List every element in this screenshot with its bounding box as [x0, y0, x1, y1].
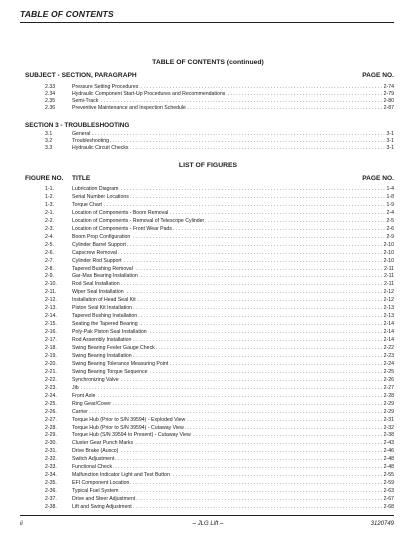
- figure-entry: [45, 488, 394, 495]
- figure-entry-title-leader: [72, 464, 394, 471]
- toc-entry-number: 2.33: [45, 84, 56, 90]
- figure-entry-title: Swing Bearing Feeler Gauge Check: [72, 345, 155, 351]
- toc-entry-title: Hydraulic Circuit Checks: [72, 145, 129, 151]
- figure-entry-page: 2-67: [383, 496, 394, 503]
- figure-entry-title-leader: [72, 448, 394, 455]
- figure-entry-title: Malfunction Indicator Light and Test Button: [72, 472, 170, 479]
- figure-entry-title-leader: [72, 345, 394, 352]
- toc-entry-title: Hydraulic Component Start-Up Procedures and Recommendations: [72, 91, 226, 97]
- figure-entry-page: 2-11: [384, 281, 394, 288]
- figure-entry-title: Front Axle: [72, 392, 96, 399]
- toc-entry: [45, 131, 394, 138]
- figure-entry-title-leader: [72, 226, 394, 233]
- figure-entry-page: 2-13: [383, 305, 394, 312]
- figure-entry-title-leader: [72, 472, 394, 479]
- figure-entry-page: 2-10: [383, 257, 394, 264]
- figure-entry-title-leader: [72, 321, 394, 328]
- figure-entry-page: 2-14: [383, 329, 394, 336]
- toc-entry: [45, 138, 394, 145]
- figure-entry-page: 2-31: [383, 416, 394, 423]
- figure-entry: [45, 409, 394, 416]
- figure-entry-title-leader: [72, 393, 394, 400]
- figure-entry-page: 2-27: [383, 384, 394, 391]
- toc-subject-column-header: SUBJECT - SECTION, PARAGRAPH: [25, 72, 137, 79]
- figure-entry-number: 2-6.: [45, 249, 54, 256]
- figure-entry-title-leader: [72, 186, 394, 193]
- figure-entry: [45, 266, 394, 273]
- figure-entry-title: Location of Components - Removal of Telescope Cylinder: [72, 217, 205, 224]
- toc-entry-number: 2.34: [45, 91, 56, 97]
- toc-entry: [45, 105, 394, 112]
- figure-entry-title: Lubrication Diagram: [72, 186, 119, 192]
- toc-entry-page: 2-79: [383, 91, 394, 97]
- figure-entry-title: Drive and Steer Adjustment: [72, 496, 136, 503]
- figure-entry: [45, 281, 394, 288]
- figure-entry-page: 2-63: [383, 488, 394, 495]
- figure-entry-title: Cylinder Barrel Support: [72, 241, 126, 248]
- figure-entry-title-leader: [72, 289, 394, 296]
- figure-entry: [45, 432, 394, 439]
- figure-entry-title: Synchronizing Valve: [72, 376, 119, 383]
- figure-entry-number: 2-25.: [45, 400, 57, 407]
- figure-entry-number: 2-27.: [45, 416, 57, 423]
- figure-entry-number: 2-29.: [45, 432, 57, 439]
- figure-entry-page: 2-59: [383, 480, 394, 487]
- figure-entry: [45, 226, 394, 233]
- toc-entry: [45, 91, 394, 98]
- figure-entry-page: 2-46: [383, 448, 394, 455]
- figure-entry-title: Swing Bearing Installation: [72, 352, 132, 359]
- figure-entry-title-leader: [72, 305, 394, 312]
- figure-entry-title-leader: [72, 337, 394, 344]
- figure-entry-number: 2-28.: [45, 424, 57, 431]
- figure-entry-page: 2-6: [386, 225, 394, 232]
- figure-entry: [45, 242, 394, 249]
- figure-entry-page: 2-38: [383, 432, 394, 439]
- figure-entry-title: Rod Assembly Installation: [72, 337, 132, 344]
- figure-entry-page: 2-10: [383, 249, 394, 256]
- toc-entry-page: 2-80: [383, 98, 394, 104]
- figure-entry-number: 2-14.: [45, 313, 57, 320]
- figure-entry: [45, 448, 394, 455]
- figure-entry-title: Wiper Seal Installation: [72, 289, 124, 296]
- figure-entry: [45, 504, 394, 511]
- figure-entry-number: 2-30.: [45, 440, 57, 447]
- figure-entry-title-leader: [72, 210, 394, 217]
- toc-entry-number: 2.35: [45, 98, 56, 104]
- toc-entry-page: 3-1: [386, 145, 394, 151]
- figure-entry: [45, 385, 394, 392]
- toc-entry-title: General: [72, 131, 91, 137]
- toc-page-column-header: PAGE NO.: [362, 72, 394, 79]
- figure-entry: [45, 305, 394, 312]
- figure-entry-number: 2-36.: [45, 488, 57, 495]
- figure-entry-number: 2-21.: [45, 368, 57, 375]
- figure-entry: [45, 218, 394, 225]
- figure-entry-title-leader: [72, 496, 394, 503]
- figure-entry-title-leader: [72, 361, 394, 368]
- figure-entry-title-leader: [72, 297, 394, 304]
- figure-entry-page: 2-22: [383, 345, 394, 351]
- figure-entry-title: Switch Adjustment: [72, 456, 115, 463]
- figure-entry-title: Capscrew Removal: [72, 249, 117, 256]
- figure-entry-page: 2-9: [386, 233, 394, 240]
- figure-entry-title: Installation of Head Seal Kit: [72, 297, 136, 304]
- list-of-figures-title: LIST OF FIGURES: [178, 162, 238, 169]
- figure-entry-number: 2-37.: [45, 496, 57, 503]
- toc-entry-title-leader: [72, 84, 394, 91]
- figure-entry-title-leader: [72, 488, 394, 495]
- figure-entry-page: 1-4: [386, 186, 394, 192]
- figure-entry-page: 2-12: [383, 289, 394, 296]
- figure-entry-number: 2-33.: [45, 464, 57, 471]
- figure-entry-title: Cluster Gear Punch Marks: [72, 440, 134, 447]
- figure-entry: [45, 337, 394, 344]
- toc-entry-title-leader: [72, 98, 394, 105]
- figure-entry-title: Typical Fuel System: [72, 488, 119, 495]
- page-header-title: TABLE OF CONTENTS: [20, 9, 114, 19]
- figure-entry-title: Swing Bearing Torque Sequence: [72, 368, 148, 375]
- figure-entry: [45, 289, 394, 296]
- toc-entry-title-leader: [72, 138, 394, 145]
- figure-entry-title-leader: [72, 273, 394, 280]
- figure-entry: [45, 345, 394, 352]
- toc-entry-title-leader: [72, 91, 394, 98]
- figure-entry-page: 2-29: [383, 408, 394, 415]
- figure-entry: [45, 369, 394, 376]
- figure-entry: [45, 186, 394, 193]
- figure-entry-number: 2-35.: [45, 480, 57, 487]
- figure-entry-title: Carrier: [72, 408, 88, 415]
- figure-entry-number: 2-12.: [45, 297, 57, 304]
- footer-doc-number: 3120749: [370, 521, 394, 527]
- figure-entry-number: 2-7.: [45, 257, 54, 264]
- figure-entry-number: 2-18.: [45, 345, 57, 351]
- figure-entry-title: Tapered Bushing Removal: [72, 265, 133, 272]
- figure-entry: [45, 480, 394, 487]
- figure-entry-number: 2-24.: [45, 392, 57, 399]
- figure-entry-title: Cylinder Rod Support: [72, 257, 122, 264]
- toc-title: TABLE OF CONTENTS (continued): [152, 59, 264, 66]
- figure-entry-page: 2-14: [383, 337, 394, 344]
- figure-entry: [45, 377, 394, 384]
- figure-entry: [45, 234, 394, 241]
- toc-entry-title-leader: [72, 105, 394, 112]
- figure-entry-number: 1-3.: [45, 201, 54, 208]
- figure-entry-title-leader: [72, 281, 394, 288]
- figure-entry-title: Torque Hub (Prior to S/N 39594) - Cutaway View: [72, 424, 184, 431]
- header-divider: [20, 22, 394, 23]
- figure-entry-title-leader: [72, 401, 394, 408]
- figure-entry-number: 2-4.: [45, 233, 54, 240]
- figure-entry-number: 2-17.: [45, 337, 57, 344]
- figure-entry-page: 1-8: [386, 193, 394, 200]
- figure-entry-title-leader: [72, 234, 394, 241]
- figure-entry-number: 2-34.: [45, 472, 57, 479]
- footer-page-number: ii: [20, 521, 23, 527]
- figure-entry-page: 2-29: [383, 400, 394, 407]
- figure-entry-title: Gar-Max Bearing Installation: [72, 273, 138, 280]
- toc-entry-number: 3.2: [45, 138, 53, 144]
- figure-entry-title-leader: [72, 480, 394, 487]
- figure-entry: [45, 210, 394, 217]
- figure-entry-title-leader: [72, 377, 394, 384]
- figure-entry-page: 2-10: [383, 241, 394, 248]
- figure-entry-title: Poly-Pak Piston Seal Installation: [72, 329, 147, 336]
- toc-entry-number: 3.3: [45, 145, 53, 151]
- figure-entry-title-leader: [72, 440, 394, 447]
- figure-entry-number: 2-26.: [45, 408, 57, 415]
- figure-entry-number: 2-13.: [45, 305, 57, 312]
- toc-entry-number: 2.36: [45, 105, 56, 111]
- figure-entry: [45, 472, 394, 479]
- figure-entry-title-leader: [72, 313, 394, 320]
- figure-entry-title: Lift and Swing Adjustment: [72, 504, 132, 510]
- figure-number-column-header: FIGURE NO.: [25, 175, 64, 182]
- figure-entry: [45, 401, 394, 408]
- toc-entry-title-leader: [72, 145, 394, 152]
- figure-entry-number: 2-32.: [45, 456, 57, 463]
- toc-entry-title: Semi-Track: [72, 98, 99, 104]
- figure-entry-page: 2-25: [383, 368, 394, 375]
- figure-entry-title-leader: [72, 202, 394, 209]
- figure-entry-title-leader: [72, 194, 394, 201]
- figure-entry-title: Location of Components - Front Wear Pads: [72, 225, 172, 232]
- figure-entry-page: 2-23: [383, 352, 394, 359]
- figure-title-column-header: TITLE: [72, 175, 91, 182]
- figure-entry-page: 2-28: [383, 392, 394, 399]
- figure-entry-title-leader: [72, 456, 394, 463]
- figure-entry: [45, 456, 394, 463]
- figure-entry-page: 2-11: [384, 265, 394, 272]
- figure-entry: [45, 202, 394, 209]
- figure-entry-title-leader: [72, 409, 394, 416]
- figure-entry-title: EFI Component Location: [72, 480, 130, 487]
- figure-entry-title: Ring Gear/Cover: [72, 400, 111, 407]
- figure-entry-title-leader: [72, 250, 394, 257]
- figure-entry-title: Rod Seal Installation: [72, 281, 120, 288]
- figure-entry-number: 2-3.: [45, 225, 54, 232]
- toc-entry-title: Pressure Setting Procedures: [72, 84, 139, 90]
- figure-entry-title-leader: [72, 417, 394, 424]
- figure-entry-page: 2-68: [383, 504, 394, 510]
- figure-entry-title: Functional Check: [72, 464, 113, 471]
- figure-entry-title: Seating the Tapered Bearing: [72, 321, 138, 328]
- toc-entry-title-leader: [72, 131, 394, 138]
- figure-entry-title: Jib: [72, 384, 79, 391]
- figure-entry-number: 2-1.: [45, 209, 54, 216]
- section-3-heading: SECTION 3 - TROUBLESHOOTING: [25, 122, 130, 129]
- figure-entry: [45, 329, 394, 336]
- toc-entry: [45, 98, 394, 105]
- figure-entry-page: 2-55: [383, 472, 394, 479]
- figure-entry-page: 2-26: [383, 376, 394, 383]
- figure-entry-page: 2-48: [383, 456, 394, 463]
- figure-entry-number: 2-23.: [45, 384, 57, 391]
- figure-entry-title-leader: [72, 425, 394, 432]
- figure-entry-number: 2-38.: [45, 504, 57, 510]
- figure-entry-title: Torque Chart: [72, 201, 102, 208]
- toc-entry-page: 3-1: [386, 138, 394, 144]
- figure-entry-number: 2-9.: [45, 273, 54, 280]
- figure-entry: [45, 464, 394, 471]
- figure-entry-number: 2-22.: [45, 376, 57, 383]
- figure-entry-title: Boom Prop Configuration: [72, 233, 131, 240]
- figure-entry-title-leader: [72, 369, 394, 376]
- toc-entry-page: 3-1: [386, 131, 394, 137]
- figure-entry-page: 2-32: [383, 424, 394, 431]
- figure-entry-title: Location of Components - Boom Removal: [72, 209, 169, 216]
- toc-entry-page: 2-87: [383, 105, 394, 111]
- figure-entry-title: Swing Bearing Tolerance Measuring Point: [72, 360, 169, 367]
- figure-entry-title: Tapered Bushing Installation: [72, 313, 138, 320]
- figure-entry: [45, 321, 394, 328]
- figure-entry-title-leader: [72, 329, 394, 336]
- figure-entry-number: 2-19.: [45, 352, 57, 359]
- figure-entry-number: 2-10.: [45, 281, 57, 288]
- figure-entry: [45, 361, 394, 368]
- figure-entry-page: 2-5: [386, 217, 394, 224]
- figure-page-column-header: PAGE NO.: [362, 175, 394, 182]
- figure-entry-number: 2-15.: [45, 321, 57, 328]
- figure-entry-page: 2-14: [383, 321, 394, 328]
- figure-entry-number: 2-8.: [45, 265, 54, 272]
- figure-entry-number: 2-16.: [45, 329, 57, 336]
- figure-entry-title: Torque Hub (S/N 39594 to Present) - Cutaway View: [72, 432, 191, 439]
- figure-entry-title-leader: [72, 385, 394, 392]
- figure-entry-title: Torque Hub (Prior to S/N 39594) - Exploded View: [72, 416, 186, 423]
- figure-entry-title-leader: [72, 504, 394, 511]
- footer-divider: [20, 515, 394, 516]
- toc-entry-number: 3.1: [45, 131, 53, 137]
- figure-entry: [45, 297, 394, 304]
- figure-entry-title: Piston Seal Kit Installation: [72, 305, 132, 312]
- figure-entry-number: 2-31.: [45, 448, 57, 455]
- figure-entry-number: 2-11.: [45, 289, 57, 296]
- figure-entry-number: 2-2.: [45, 217, 54, 224]
- figure-entry: [45, 194, 394, 201]
- figure-entry-page: 2-11: [384, 273, 394, 280]
- figure-entry: [45, 250, 394, 257]
- figure-entry: [45, 496, 394, 503]
- toc-entry-title: Preventive Maintenance and Inspection Schedule: [72, 105, 186, 111]
- figure-entry-title-leader: [72, 353, 394, 360]
- figure-entry-title: Drive Brake (Ausco): [72, 448, 119, 455]
- footer-publisher: – JLG Lift –: [192, 521, 224, 527]
- figure-entry-page: 1-9: [386, 201, 394, 208]
- figure-entry-number: 2-20.: [45, 360, 57, 367]
- figure-entry: [45, 417, 394, 424]
- figure-entry-number: 2-5.: [45, 241, 54, 248]
- figure-entry-number: 1-2.: [45, 193, 54, 200]
- figure-entry-page: 2-24: [383, 360, 394, 367]
- figure-entry: [45, 440, 394, 447]
- figure-entry: [45, 258, 394, 265]
- figure-entry-title-leader: [72, 218, 394, 225]
- figure-entry-page: 2-43: [383, 440, 394, 447]
- figure-entry-title-leader: [72, 432, 394, 439]
- figure-entry: [45, 353, 394, 360]
- figure-entry-page: 2-48: [383, 464, 394, 471]
- figure-entry: [45, 273, 394, 280]
- figure-entry-number: 1-1.: [45, 186, 54, 192]
- figure-entry-page: 2-4: [386, 209, 394, 216]
- figure-entry-title: Serial Number Locations: [72, 193, 129, 200]
- figure-entry-page: 2-12: [383, 297, 394, 304]
- toc-entry-page: 2-74: [383, 84, 394, 90]
- figure-entry: [45, 313, 394, 320]
- toc-entry: [45, 84, 394, 91]
- figure-entry-title-leader: [72, 242, 394, 249]
- figure-entry-title-leader: [72, 266, 394, 273]
- figure-entry: [45, 425, 394, 432]
- figure-entry-page: 2-13: [383, 313, 394, 320]
- figure-entry: [45, 393, 394, 400]
- toc-entry-title: Troubleshooting: [72, 138, 110, 144]
- figure-entry-title-leader: [72, 258, 394, 265]
- toc-entry: [45, 145, 394, 152]
